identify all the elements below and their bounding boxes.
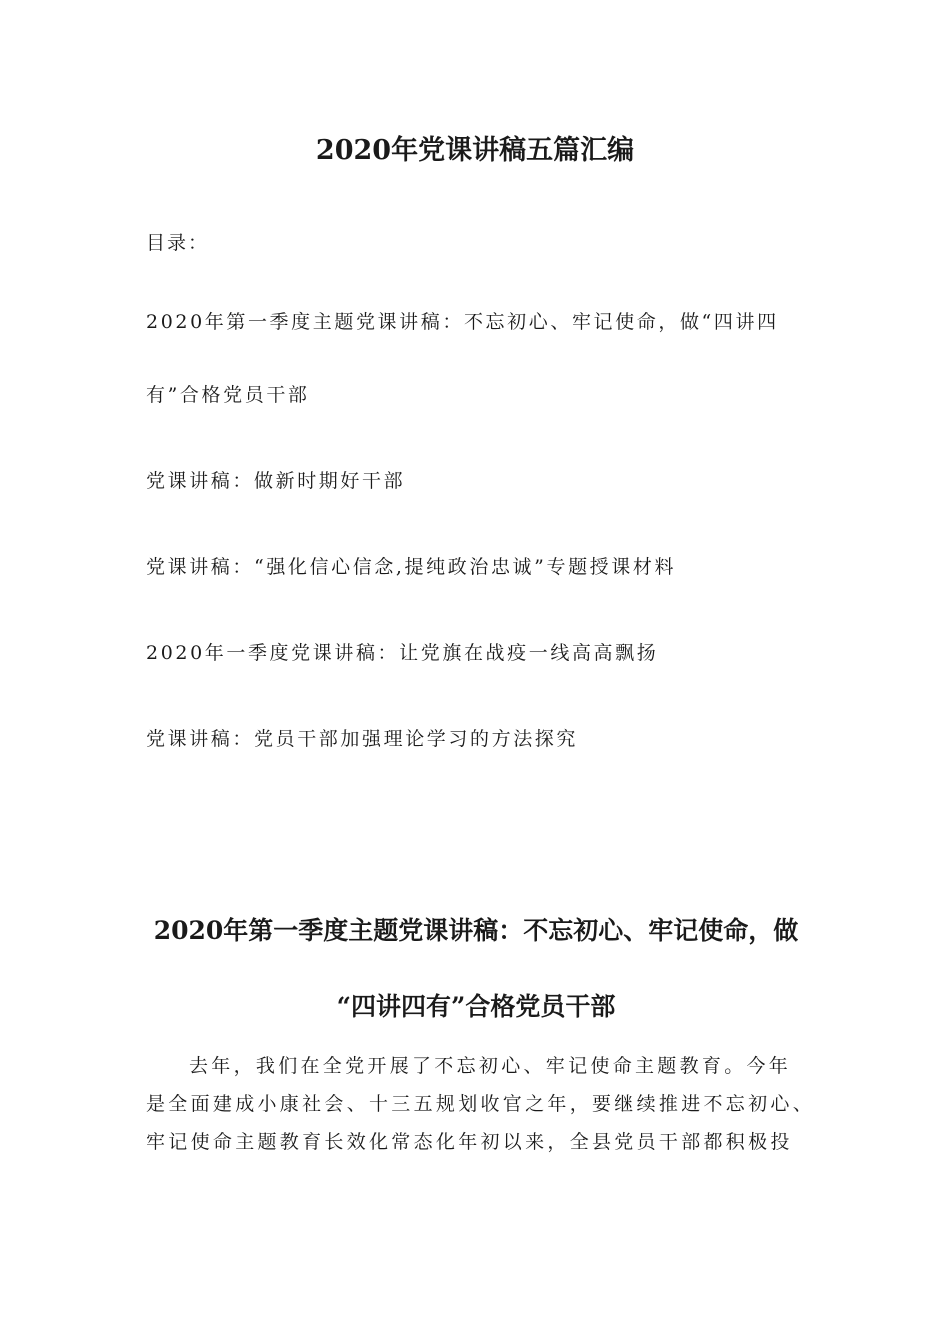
- section-title-line: 2020年第一季度主题党课讲稿：不忘初心、牢记使命，做: [153, 916, 799, 945]
- toc-item: 2020年第一季度主题党课讲稿：不忘初心、牢记使命，做“四讲四: [146, 311, 779, 333]
- toc-item: 党课讲稿：“强化信心信念,提纯政治忠诚”专题授课材料: [146, 556, 677, 578]
- body-line: 牢记使命主题教育长效化常态化年初以来，全县党员干部都积极投: [146, 1131, 793, 1153]
- body-line: 是全面建成小康社会、十三五规划收官之年，要继续推进不忘初心、: [146, 1093, 816, 1115]
- document-title: 2020年党课讲稿五篇汇编: [315, 135, 635, 166]
- toc-item: 党课讲稿：党员干部加强理论学习的方法探究: [146, 728, 579, 750]
- section-body: [146, 1055, 816, 1171]
- body-line: 去年，我们在全党开展了不忘初心、牢记使命主题教育。今年: [189, 1055, 792, 1077]
- section-title: [146, 893, 806, 1045]
- toc-item: 党课讲稿：做新时期好干部: [146, 470, 406, 492]
- toc-heading: 目录：: [146, 232, 210, 254]
- toc-item: 2020年一季度党课讲稿：让党旗在战疫一线高高飘扬: [146, 642, 659, 664]
- section-title-line: “四讲四有”合格党员干部: [336, 992, 616, 1021]
- toc-item: 有”合格党员干部: [146, 384, 310, 406]
